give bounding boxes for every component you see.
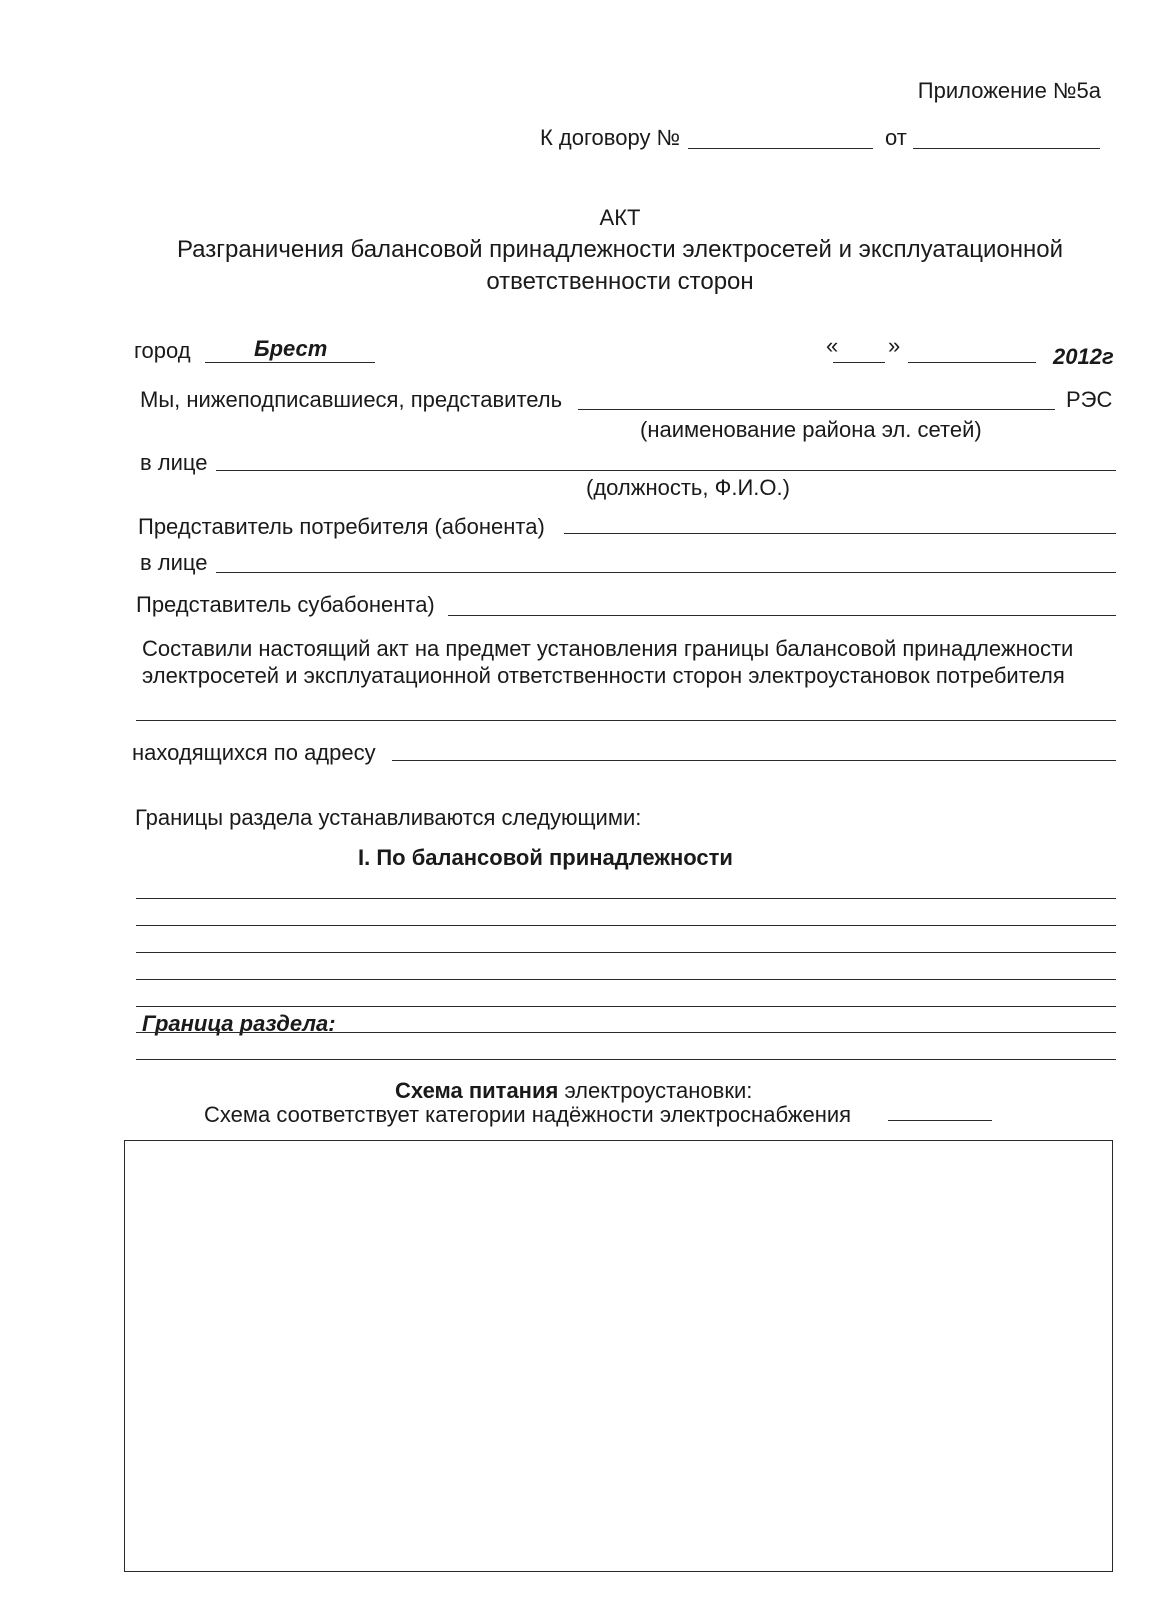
balance-line-4[interactable] — [136, 979, 1116, 980]
scheme-title — [395, 1078, 752, 1104]
month-field[interactable] — [908, 362, 1036, 363]
balance-line-3[interactable] — [136, 952, 1116, 953]
district-name-field[interactable] — [578, 409, 1055, 410]
balance-line-1[interactable] — [136, 898, 1116, 899]
address-label: находящихся по адресу — [132, 740, 376, 765]
consumer-installations-field[interactable] — [136, 720, 1116, 721]
city-label: город — [134, 338, 191, 363]
city-field[interactable] — [205, 362, 375, 363]
district-caption: (наименование района эл. сетей) — [640, 417, 982, 442]
contract-date-field[interactable] — [913, 148, 1100, 149]
day-field[interactable] — [833, 362, 885, 363]
boundaries-intro: Границы раздела устанавливаются следующими: — [135, 805, 642, 830]
doc-subtitle-line2: ответственности сторон — [486, 268, 754, 295]
quote-open: « — [826, 333, 839, 358]
res-label: РЭС — [1066, 387, 1113, 412]
consumer-rep-field[interactable] — [564, 533, 1116, 534]
consumer-in-person-field[interactable] — [216, 572, 1116, 573]
boundary-line-1[interactable] — [136, 1032, 1116, 1033]
balance-line-5[interactable] — [136, 1006, 1116, 1007]
compiled-text-line1: Составили настоящий акт на предмет установления границы балансовой принадлежности — [142, 636, 1074, 661]
subscriber-rep-label: Представитель субабонента) — [136, 592, 435, 617]
balance-line-2[interactable] — [136, 925, 1116, 926]
scheme-category-label: Схема соответствует категории надёжности электроснабжения — [204, 1102, 852, 1127]
quote-close: » — [888, 333, 901, 358]
consumer-in-person-label: в лице — [140, 550, 208, 575]
power-scheme-box[interactable] — [124, 1140, 1113, 1572]
contract-label: К договору № — [540, 125, 681, 150]
scheme-title-rest: электроустановки: — [558, 1078, 753, 1103]
doc-subtitle-line1: Разграничения балансовой принадлежности электросетей и эксплуатационной — [176, 236, 1064, 263]
compiled-text-line2: электросетей и эксплуатационной ответственности сторон электроустановок потребителя — [142, 663, 1065, 688]
contract-from-label: от — [885, 125, 907, 150]
reliability-category-field[interactable] — [888, 1120, 992, 1121]
boundary-line-2[interactable] — [136, 1059, 1116, 1060]
scheme-title-bold: Схема питания — [395, 1078, 559, 1103]
appendix-label: Приложение №5а — [917, 78, 1101, 103]
city-value: Брест — [254, 336, 328, 361]
in-person-field[interactable] — [216, 470, 1116, 471]
contract-number-field[interactable] — [688, 148, 873, 149]
in-person-label: в лице — [140, 450, 208, 475]
position-caption: (должность, Ф.И.О.) — [586, 475, 790, 500]
address-field[interactable] — [392, 760, 1116, 761]
subscriber-rep-field[interactable] — [448, 615, 1116, 616]
boundary-label: Граница раздела: — [142, 1011, 336, 1036]
consumer-rep-label: Представитель потребителя (абонента) — [138, 514, 545, 539]
doc-title: АКТ — [599, 205, 641, 230]
section-1-title: I. По балансовой принадлежности — [358, 845, 733, 870]
representative-label: Мы, нижеподписавшиеся, представитель — [140, 387, 563, 412]
year-value: 2012г — [1053, 344, 1114, 369]
